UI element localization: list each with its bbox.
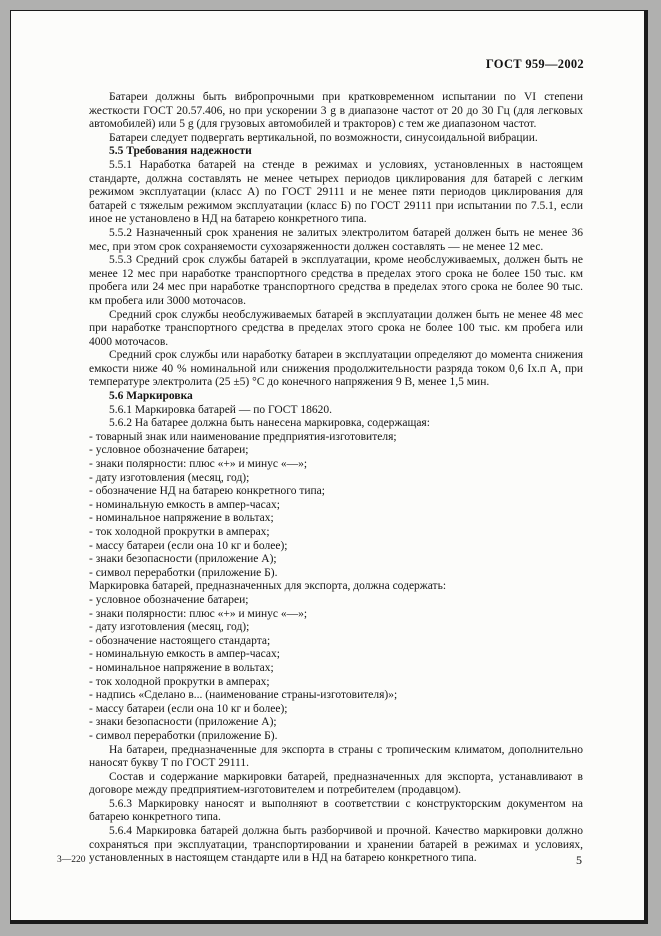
list-item: - знаки безопасности (приложение А); (89, 553, 277, 566)
paragraph: 5.6.2 На батарее должна быть нанесена маркировка, содержащая: (109, 417, 430, 430)
list-item: - условное обозначение батареи; (89, 444, 249, 457)
section-heading: 5.6 Маркировка (109, 390, 193, 403)
page-number: 5 (576, 853, 582, 867)
list-item: - номинальное напряжение в вольтах; (89, 661, 274, 674)
list-item: - условное обозначение батареи; (89, 593, 249, 606)
paragraph: 5.6.3 Маркировку наносят и выполняют в соответствии с конструкторским документом на батарею конкретного типа. (89, 797, 583, 824)
paragraph: Батареи следует подвергать вертикальной, по возможности, синусоидальной вибрации. (109, 131, 538, 144)
paragraph: 5.6.1 Маркировка батарей — по ГОСТ 18620. (109, 403, 332, 416)
paragraph: 5.5.1 Наработка батарей на стенде в режимах и условиях, установленных в настоящем стандарте, должна составлять не менее четырех периодов циклирования для батарей с легким режимом эксплуатации (класс А) по ГОСТ 29111 и не менее пяти периодов циклирования для батарей с тяжелым режимом эксплуатации (класс Б) по ГОСТ 29111 при испытании по 7.5.1, если иное не установлено в НД на батарею конкретного типа. (89, 158, 583, 226)
paragraph: Средний срок службы или наработку батареи в эксплуатации определяют до момента снижения емкости ниже 40 % номинальной или снижения продолжительности разряда током 0,6 Iх.п А, при температуре электролита (25 ±5) °С до конечного напряжения 9 В, менее 1,5 мин. (89, 349, 583, 389)
list-item: - товарный знак или наименование предприятия-изготовителя; (89, 430, 397, 443)
list-item: - номинальную емкость в ампер-часах; (89, 648, 280, 661)
paragraph: 5.5.2 Назначенный срок хранения не залитых электролитом батарей должен быть не менее 36 мес, при этом срок сохраняемости сухозаряженности должен составлять — не менее 12 мес. (89, 226, 583, 253)
paragraph: 5.6.4 Маркировка батарей должна быть разборчивой и прочной. Качество маркировки должно сохраняться при эксплуатации, транспортировании и хранении батарей в режимах и условиях, установленных в настоящем стандарте или в НД на батарею конкретного типа. (89, 825, 583, 865)
list-item: - обозначение НД на батарею конкретного типа; (89, 485, 325, 498)
document-body (89, 91, 583, 866)
list-item: - символ переработки (приложение Б). (89, 566, 278, 579)
section-heading: 5.5 Требования надежности (109, 145, 252, 158)
paragraph: Состав и содержание маркировки батарей, предназначенных для экспорта, устанавливают в договоре между предприятием-изготовителем и потребителем (продавцом). (89, 770, 583, 797)
list-item: - знаки полярности: плюс «+» и минус «—»; (89, 458, 308, 471)
paragraph: Маркировка батарей, предназначенных для экспорта, должна содержать: (89, 580, 447, 593)
list-item: - массу батареи (если она 10 кг и более); (89, 539, 288, 552)
paragraph: На батареи, предназначенные для экспорта в страны с тропическим климатом, дополнительно наносят букву Т по ГОСТ 29111. (89, 743, 583, 770)
list-item: - номинальную емкость в ампер-часах; (89, 498, 280, 511)
list-item: - дату изготовления (месяц, год); (89, 471, 250, 484)
list-item: - дату изготовления (месяц, год); (89, 621, 250, 634)
paragraph: 5.5.3 Средний срок службы батарей в эксплуатации, кроме необслуживаемых, должен быть не менее 12 мес при наработке транспортного средства в пределах этого срока не более 150 тыс. км пробега или 24 мес при наработке транспортного средства в пределах этого срока не более 90 тыс. км пробега или 3000 моточасов. (89, 254, 583, 307)
print-signature-mark: 3—220 (57, 855, 86, 865)
list-item: - знаки безопасности (приложение А); (89, 716, 277, 729)
list-item: - знаки полярности: плюс «+» и минус «—»; (89, 607, 308, 620)
list-item: - обозначение настоящего стандарта; (89, 634, 271, 647)
list-item: - ток холодной прокрутки в амперах; (89, 675, 270, 688)
document-page (10, 10, 648, 924)
paragraph: Средний срок службы необслуживаемых батарей в эксплуатации должен быть не менее 48 мес при наработке транспортного средства в пределах этого срока не более 100 тыс. км пробега или 4000 моточасов. (89, 308, 583, 348)
list-item: - массу батареи (если она 10 кг и более); (89, 702, 288, 715)
list-item: - символ переработки (приложение Б). (89, 729, 278, 742)
document-standard-number: ГОСТ 959—2002 (485, 57, 584, 71)
list-item: - номинальное напряжение в вольтах; (89, 512, 274, 525)
list-item: - ток холодной прокрутки в амперах; (89, 526, 270, 538)
list-item: - надпись «Сделано в... (наименование страны-изготовителя)»; (89, 689, 398, 702)
paragraph: Батареи должны быть вибропрочными при кратковременном испытании по VI степени жесткости ГОСТ 20.57.406, но при ускорении 3 g в диапазоне частот от 20 до 30 Гц (для легковых автомобилей) или 5 g (для грузовых автомобилей и тракторов) с тем же диапазоном частот. (89, 91, 583, 131)
